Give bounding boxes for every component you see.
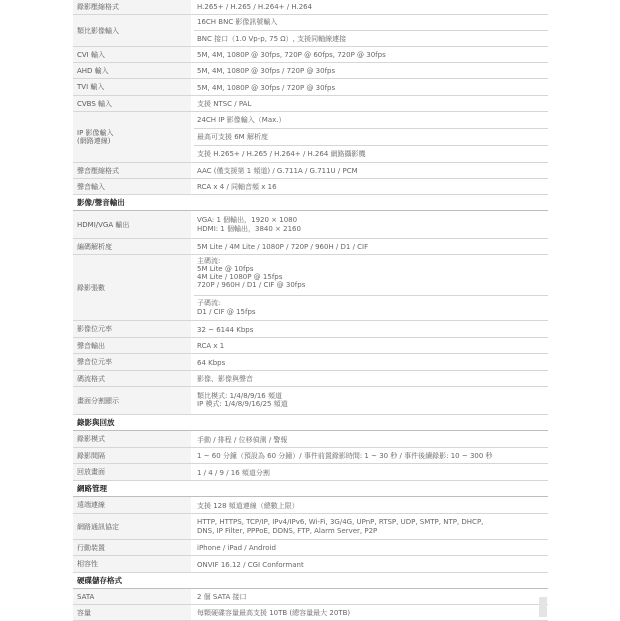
spec-value [194,321,548,337]
spec-value-text: 支援 128 頻道連線（總數上限） [197,502,299,510]
spec-label: 聲音輸出 [73,338,191,353]
spec-row-cvi [73,47,548,63]
spec-label: 容量 [73,605,191,620]
spec-value [194,556,548,572]
spec-value [194,514,548,539]
spec-label: AHD 輸入 [73,63,191,78]
spec-label: 相容性 [73,556,191,572]
spec-row-playback [73,464,548,481]
spec-value-text: 32 ~ 6144 Kbps [197,326,254,334]
spec-row-capacity [73,605,548,621]
spec-row-record-params [73,255,548,321]
spec-value [194,431,548,447]
spec-value-text: HDMI: 1 個輸出，3840 × 2160 [197,225,301,233]
spec-row-analog-input [73,15,548,47]
spec-value [194,163,548,178]
spec-value [194,179,548,194]
spec-value-text: 支援 NTSC / PAL [197,100,252,108]
spec-value [194,540,548,555]
spec-value-text: VGA: 1 個輸出，1920 × 1080 [197,216,298,224]
spec-row-audio-codec [73,163,548,179]
spec-value [194,96,548,111]
spec-value-text: IP 模式: 1/4/8/9/16/25 頻道 [197,400,288,408]
section-title-storage: 硬碟儲存格式 [73,573,548,589]
spec-value-text: 64 Kbps [197,359,226,367]
spec-label: 碼流格式 [73,371,191,386]
spec-value-text: HTTP, HTTPS, TCP/IP, IPv4/IPv6, Wi-Fi, 3G/4G, UPnP, RTSP, UDP, SMTP, NTP, DHCP, [197,518,484,526]
spec-value-text: 1 / 4 / 9 / 16 頻道分割 [197,469,270,477]
spec-value [194,354,548,370]
spec-value-text: 1 ~ 60 分鐘（預設為 60 分鐘）/ 事件前置錄影時間: 1 ~ 30 秒 / 事件後續錄影: 10 ~ 300 秒 [197,452,493,460]
spec-value [194,211,548,238]
spec-value [194,112,548,162]
spec-value-text: AAC (僅支援第 1 頻道) / G.711A / G.711U / PCM [197,167,358,175]
spec-value-text: iPhone / iPad / Android [197,544,276,552]
spec-value-text: H.265+ / H.265 / H.264+ / H.264 [197,3,313,11]
section-title-record-playback: 錄影與回放 [73,415,548,431]
spec-value [194,47,548,62]
spec-row-remote-connection [73,497,548,514]
spec-label: IP 影像輸入 (網路連線) [73,112,191,162]
spec-label: 行動裝置 [73,540,191,555]
spec-value-text: RCA x 4 / 同軸音頻 x 16 [197,183,277,191]
spec-row-network-protocol [73,514,548,540]
spec-value [194,239,548,254]
spec-row-ip-input [73,112,548,163]
spec-row-tvi [73,79,548,96]
spec-row-audio-output [73,338,548,354]
spec-label: 遠端連線 [73,497,191,513]
spec-value-text: 5M, 4M, 1080P @ 30fps, 720P @ 60fps, 720P @ 30fps [197,51,386,59]
section-title-network: 網路管理 [73,481,548,497]
spec-value-text: 720P / 960H / D1 / CIF @ 30fps [197,281,306,289]
spec-row-compatibility [73,556,548,573]
spec-value-text: RCA x 1 [197,342,225,350]
scrollbar[interactable] [539,597,547,617]
spec-row-stream-format [73,371,548,387]
spec-row-mobile [73,540,548,556]
spec-label: 聲音位元率 [73,354,191,370]
spec-row-hdmi-vga [73,211,548,239]
spec-label: 錄影間隔 [73,448,191,463]
spec-label: CVBS 輸入 [73,96,191,111]
spec-label: 類比影像輸入 [73,15,191,46]
spec-value-text: 5M, 4M, 1080P @ 30fps / 720P @ 30fps [197,84,336,92]
spec-row-sata [73,589,548,605]
spec-row-record-mode [73,431,548,448]
spec-row-record-interval [73,448,548,464]
spec-value-text: 主碼流: [197,257,221,265]
spec-value-text: 5M Lite @ 10fps [197,265,254,273]
spec-value [194,79,548,95]
spec-label: HDMI/VGA 輸出 [73,211,191,238]
spec-value [194,63,548,78]
spec-row-record-codec [73,0,548,15]
spec-row-ahd [73,63,548,79]
spec-label: 錄影壓縮格式 [73,0,191,14]
spec-row-audio-bitrate [73,354,548,371]
spec-value-text: 4M Lite / 1080P @ 15fps [197,273,283,281]
spec-label: 影像位元率 [73,321,191,337]
spec-value-text: BNC 接口（1.0 Vp-p, 75 Ω）, 支援同軸線連接 [197,35,347,43]
spec-label: 錄影模式 [73,431,191,447]
spec-label: SATA [73,589,191,604]
spec-value-text: 24CH IP 影像輸入（Max.） [197,116,286,124]
spec-value-text: 5M, 4M, 1080P @ 30fps / 720P @ 30fps [197,67,336,75]
spec-row-video-bitrate [73,321,548,338]
spec-value-text: 支援 H.265+ / H.265 / H.264+ / H.264 網路攝影機 [197,150,366,158]
spec-label: TVI 輸入 [73,79,191,95]
spec-value-text: 5M Lite / 4M Lite / 1080P / 720P / 960H / D1 / CIF [197,243,369,251]
spec-value [194,255,548,320]
spec-value-text: 影像、影像與聲音 [197,375,253,383]
spec-value-text: 類比模式: 1/4/8/9/16 頻道 [197,392,282,400]
spec-value-text: ONVIF 16.12 / CGI Conformant [197,561,304,569]
spec-label: 畫面分割顯示 [73,387,191,414]
spec-label: CVI 輸入 [73,47,191,62]
spec-value-text: 手動 / 排程 / 位移偵測 / 警報 [197,436,288,444]
spec-row-cvbs [73,96,548,112]
spec-value-text: 2 個 SATA 接口 [197,593,247,601]
spec-value-text: 子碼流: [197,299,221,307]
spec-label: 錄影張數 [73,255,191,320]
spec-value [194,448,548,463]
spec-row-encode-resolution [73,239,548,255]
spec-value [194,371,548,386]
spec-value [194,497,548,513]
spec-value-text: 最高可支援 6M 解析度 [197,133,268,141]
spec-value-text: D1 / CIF @ 15fps [197,308,256,316]
spec-label: 網路通訊協定 [73,514,191,539]
section-title-av-output: 影像/聲音輸出 [73,195,548,211]
spec-label: 回放畫面 [73,464,191,480]
spec-value-text: 每顆硬碟容量最高支援 10TB (總容量最大 20TB) [197,609,351,617]
spec-row-audio-input [73,179,548,195]
spec-value-text: 16CH BNC 影像訊號輸入 [197,18,278,26]
spec-value [194,15,548,46]
spec-value [194,605,548,620]
spec-label: 聲音輸入 [73,179,191,194]
spec-label: 編碼解析度 [73,239,191,254]
spec-value-text: DNS, IP Filter, PPPoE, DDNS, FTP, Alarm Server, P2P [197,527,378,535]
spec-row-split-display [73,387,548,415]
spec-value [194,0,548,14]
spec-label: 聲音壓縮格式 [73,163,191,178]
spec-value [194,589,548,604]
spec-value [194,338,548,353]
spec-value [194,387,548,414]
spec-value [194,464,548,480]
